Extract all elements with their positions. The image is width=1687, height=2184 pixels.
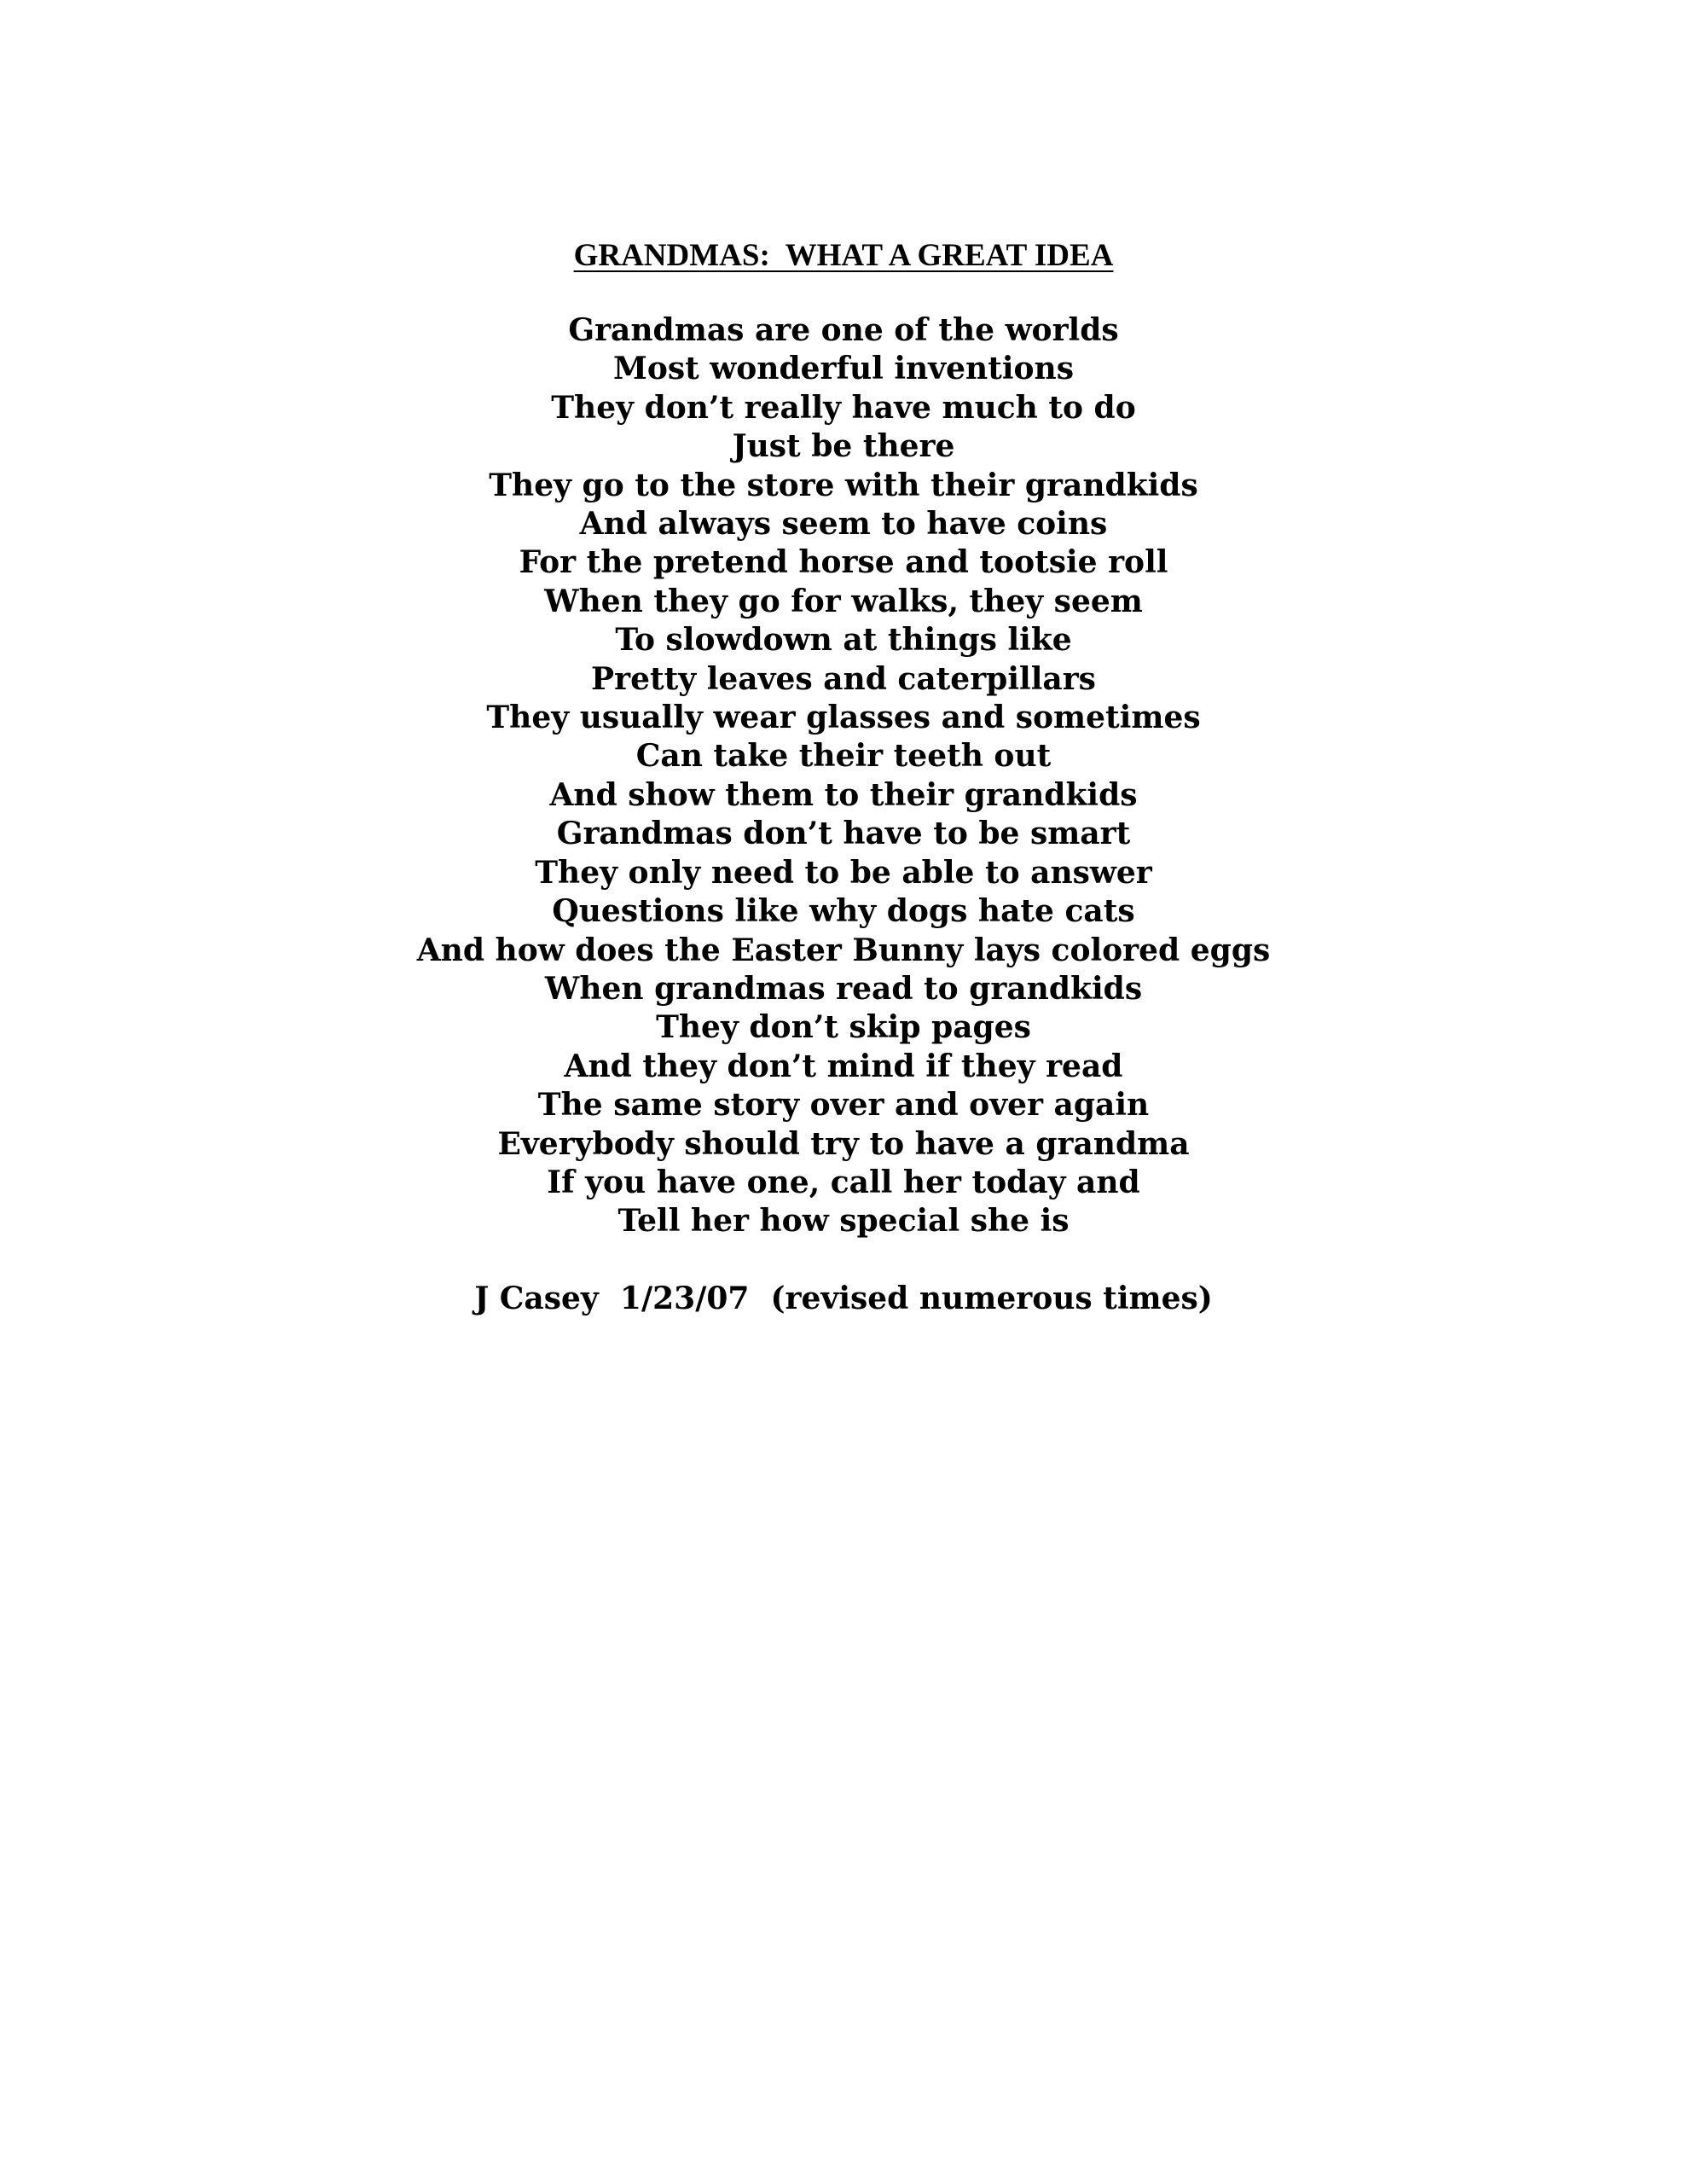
poem-line: When they go for walks, they seem — [544, 583, 1143, 619]
poem-line: And always seem to have coins — [579, 506, 1108, 543]
poem-line: Just be there — [732, 428, 955, 465]
poem-line: They only need to be able to answer — [535, 854, 1152, 891]
poem-line: Pretty leaves and caterpillars — [591, 660, 1096, 697]
poem-line: When grandmas read to grandkids — [544, 970, 1143, 1007]
poem-line: Tell her how special she is — [617, 1203, 1070, 1240]
poem-line: Everybody should try to have a grandma — [497, 1125, 1190, 1162]
poem-body — [0, 311, 1687, 1241]
poem-line: They don’t really have much to do — [551, 389, 1136, 426]
poem-line: They don’t skip pages — [656, 1009, 1031, 1046]
poem-line: And show them to their grandkids — [549, 776, 1138, 813]
poem-line: And how does the Easter Bunny lays colored eggs — [416, 932, 1271, 968]
poem-line: They usually wear glasses and sometimes — [486, 700, 1201, 736]
poem-line: Grandmas don’t have to be smart — [556, 816, 1131, 852]
poem-line: Grandmas are one of the worlds — [568, 312, 1119, 348]
poem-line: If you have one, call her today and — [547, 1164, 1140, 1200]
poem-line: To slowdown at things like — [615, 622, 1072, 659]
poem-line: For the pretend horse and tootsie roll — [519, 544, 1168, 581]
author-signature: J Casey 1/23/07 (revised numerous times) — [474, 1280, 1213, 1316]
poem-line: Can take their teeth out — [635, 738, 1052, 775]
poem-line: They go to the store with their grandkids — [489, 467, 1198, 503]
poem-line: Most wonderful inventions — [613, 351, 1074, 387]
poem-line: And they don’t mind if they read — [564, 1048, 1123, 1084]
poem-title: GRANDMAS: WHAT A GREAT IDEA — [573, 238, 1114, 273]
poem-content — [0, 235, 1687, 1318]
poem-line: The same story over and over again — [537, 1087, 1150, 1124]
poem-line: Questions like why dogs hate cats — [552, 893, 1135, 930]
